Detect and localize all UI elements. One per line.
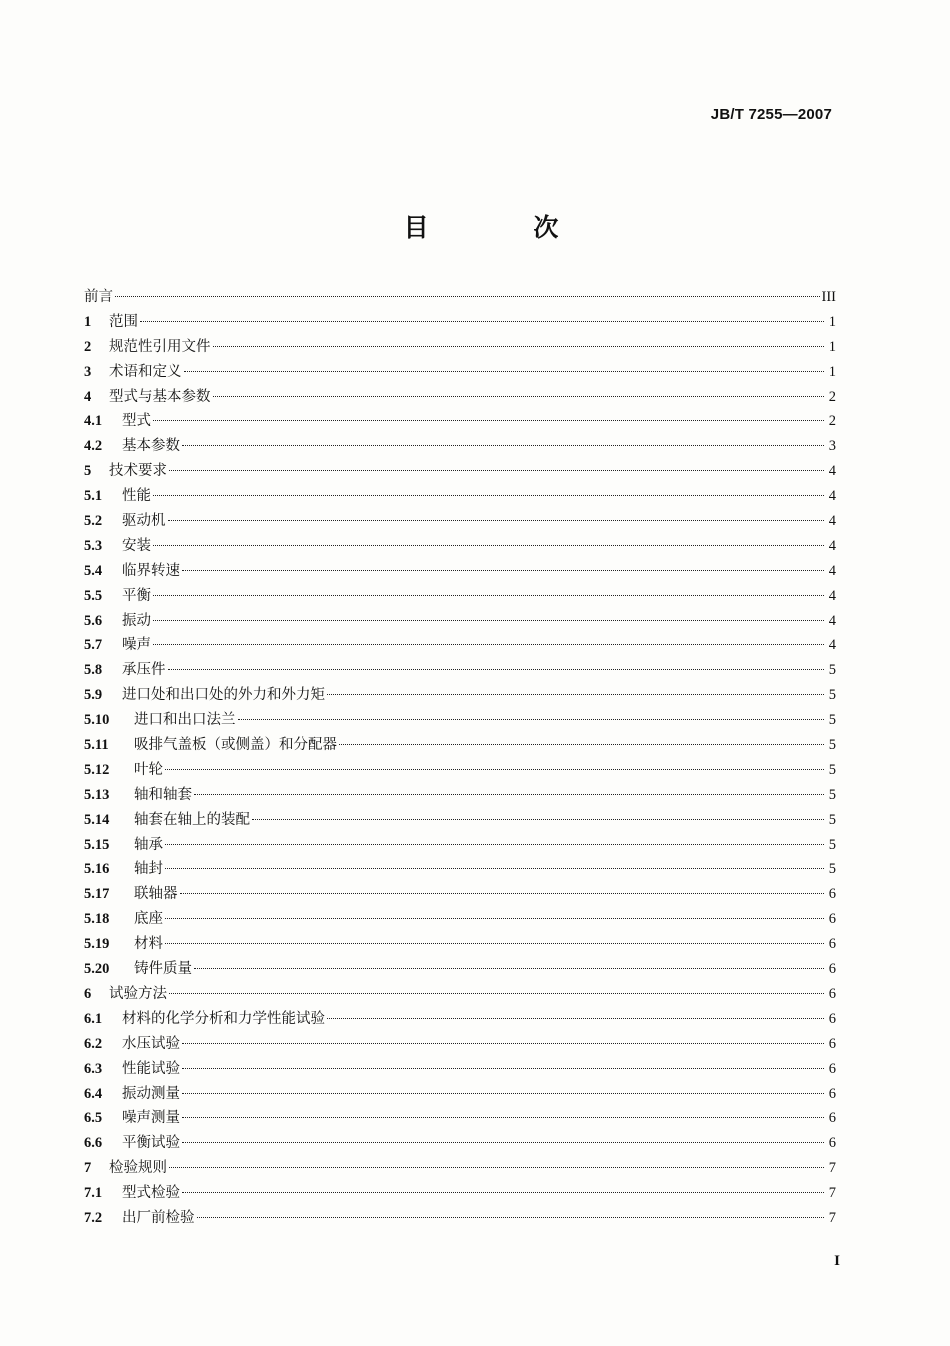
dot-leader (213, 396, 825, 397)
toc-entry-number: 6 (84, 985, 92, 1002)
toc-entry-page: 7 (828, 1209, 836, 1226)
toc-entry[interactable] (84, 385, 836, 410)
toc-entry[interactable] (84, 957, 836, 982)
toc-entry-number: 6.5 (84, 1110, 103, 1127)
dot-leader (169, 470, 824, 471)
toc-entry-page: 1 (828, 313, 836, 330)
toc-entry[interactable] (84, 360, 836, 385)
toc-entry-page: 6 (828, 1110, 836, 1127)
toc-entry-page: 5 (828, 761, 836, 778)
dot-leader (184, 371, 825, 372)
page-number: I (834, 1253, 840, 1269)
toc-entry-page: 4 (828, 612, 836, 629)
toc-entry-number: 5.12 (84, 761, 110, 778)
toc-entry-number: 4.1 (84, 413, 103, 430)
toc-entry-number: 6.4 (84, 1085, 103, 1102)
toc-entry-number: 1 (84, 313, 92, 330)
toc-entry[interactable] (84, 584, 836, 609)
toc-entry-number: 5 (84, 463, 92, 480)
toc-entry[interactable] (84, 1156, 836, 1181)
toc-entry-number: 5.19 (84, 936, 110, 953)
toc-entry-title: 噪声测量 (122, 1110, 180, 1127)
toc-entry-page: 6 (828, 1060, 836, 1077)
dot-leader (165, 918, 824, 919)
toc-entry[interactable] (84, 1206, 836, 1231)
toc-entry-number: 5.2 (84, 513, 103, 530)
toc-entry-page: 1 (828, 363, 836, 380)
toc-entry-number: 3 (84, 363, 92, 380)
toc-entry[interactable] (84, 1106, 836, 1131)
dot-leader (327, 1018, 824, 1019)
dot-leader (153, 545, 824, 546)
toc-entry-page: 5 (828, 737, 836, 754)
toc-entry-number: 5.6 (84, 612, 103, 629)
toc-entry-title: 铸件质量 (134, 961, 192, 978)
toc-entry-number: 6.3 (84, 1060, 103, 1077)
toc-entry-title: 振动 (122, 612, 151, 629)
dot-leader (182, 445, 824, 446)
toc-entry-page: 5 (828, 861, 836, 878)
toc-entry-page: 6 (828, 1035, 836, 1052)
dot-leader (153, 595, 824, 596)
toc-entry-title: 性能试验 (122, 1060, 180, 1077)
toc-entry-title: 联轴器 (134, 886, 178, 903)
dot-leader (165, 943, 824, 944)
toc-entry-title: 性能 (122, 488, 151, 505)
toc-entry-number: 6.2 (84, 1035, 103, 1052)
toc-entry-page: 7 (828, 1160, 836, 1177)
dot-leader (153, 495, 824, 496)
toc-entry[interactable] (84, 808, 836, 833)
toc-entry-title: 范围 (109, 313, 138, 330)
toc-entry-page: 4 (828, 637, 836, 654)
toc-entry-number: 5.8 (84, 662, 103, 679)
toc-entry-number: 5.13 (84, 786, 110, 803)
toc-entry[interactable] (84, 609, 836, 634)
toc-entry[interactable] (84, 310, 836, 335)
toc-entry-title: 检验规则 (109, 1160, 167, 1177)
toc-entry-number: 5.3 (84, 537, 103, 554)
toc-entry-title: 术语和定义 (109, 363, 182, 380)
toc-entry-number: 5.18 (84, 911, 110, 928)
toc-entry-number: 5.4 (84, 562, 103, 579)
toc-entry-page: 6 (828, 911, 836, 928)
toc-entry-number: 5.1 (84, 488, 103, 505)
dot-leader (182, 1117, 824, 1118)
toc-entry[interactable] (84, 1181, 836, 1206)
toc-entry[interactable] (84, 907, 836, 932)
dot-leader (165, 844, 824, 845)
dot-leader (194, 968, 824, 969)
dot-leader (153, 420, 824, 421)
dot-leader (153, 644, 824, 645)
toc-entry-title: 型式检验 (122, 1185, 180, 1202)
toc-entry-title: 试验方法 (109, 985, 167, 1002)
toc-entry[interactable] (84, 459, 836, 484)
toc-entry-number: 5.9 (84, 687, 103, 704)
dot-leader (213, 346, 825, 347)
toc-entry-title: 前言 (84, 289, 113, 305)
toc-entry-page: 4 (828, 537, 836, 554)
toc-entry[interactable] (84, 683, 836, 708)
toc-entry-number: 5.15 (84, 836, 110, 853)
toc-entry[interactable] (84, 409, 836, 434)
toc-entry-title: 轴和轴套 (134, 786, 192, 803)
dot-leader (182, 1043, 824, 1044)
toc-entry-title: 进口处和出口处的外力和外力矩 (122, 687, 325, 704)
toc-entry-page: 4 (828, 562, 836, 579)
toc-entry-page: 5 (828, 811, 836, 828)
toc-entry-title: 平衡 (122, 587, 151, 604)
dot-leader (180, 893, 825, 894)
dot-leader (182, 1142, 824, 1143)
dot-leader (169, 1167, 824, 1168)
toc-entry-page: 5 (828, 687, 836, 704)
toc-entry[interactable] (84, 857, 836, 882)
toc-heading: 目 次 (403, 213, 607, 242)
document-code: JB/T 7255—2007 (710, 106, 832, 123)
dot-leader (165, 868, 824, 869)
toc-entry-title: 材料 (134, 936, 163, 953)
dot-leader (252, 819, 824, 820)
toc-entry[interactable] (84, 285, 836, 310)
toc-entry-number: 5.10 (84, 712, 110, 729)
toc-entry[interactable] (84, 882, 836, 907)
dot-leader (165, 769, 824, 770)
toc-entry-page: 5 (828, 836, 836, 853)
toc-entry-title: 叶轮 (134, 761, 163, 778)
toc-entry-page: 4 (828, 463, 836, 480)
toc-entry-number: 4 (84, 388, 92, 405)
table-of-contents (84, 285, 836, 1231)
toc-entry-page: 2 (828, 413, 836, 430)
toc-entry-title: 承压件 (122, 662, 166, 679)
dot-leader (182, 1192, 824, 1193)
toc-entry-page: 6 (828, 1085, 836, 1102)
toc-entry-page: 6 (828, 985, 836, 1002)
toc-entry-page: 6 (828, 1010, 836, 1027)
toc-entry[interactable] (84, 633, 836, 658)
toc-entry-page: 5 (828, 712, 836, 729)
toc-entry-number: 5.20 (84, 961, 110, 978)
toc-entry-page: 4 (828, 587, 836, 604)
toc-entry-title: 进口和出口法兰 (134, 712, 236, 729)
dot-leader (182, 1068, 824, 1069)
toc-entry[interactable] (84, 1007, 836, 1032)
toc-entry-title: 临界转速 (122, 562, 180, 579)
toc-entry-number: 7 (84, 1160, 92, 1177)
dot-leader (169, 993, 824, 994)
toc-entry-number: 5.17 (84, 886, 110, 903)
toc-entry-number: 5.14 (84, 811, 110, 828)
dot-leader (197, 1217, 825, 1218)
toc-entry-number: 5.11 (84, 737, 109, 754)
toc-entry-title: 水压试验 (122, 1035, 180, 1052)
toc-entry-number: 7.1 (84, 1185, 103, 1202)
toc-entry-title: 平衡试验 (122, 1135, 180, 1152)
dot-leader (238, 719, 825, 720)
toc-entry-title: 振动测量 (122, 1085, 180, 1102)
toc-entry[interactable] (84, 509, 836, 534)
toc-entry[interactable] (84, 1032, 836, 1057)
toc-entry-title: 驱动机 (122, 513, 166, 530)
toc-entry-title: 安装 (122, 537, 151, 554)
toc-entry-number: 6.1 (84, 1010, 103, 1027)
toc-entry-page: 6 (828, 936, 836, 953)
toc-entry-title: 出厂前检验 (122, 1209, 195, 1226)
toc-entry-number: 5.16 (84, 861, 110, 878)
toc-entry-title: 轴承 (134, 836, 163, 853)
toc-entry-page: 4 (828, 488, 836, 505)
toc-entry-page: 7 (828, 1185, 836, 1202)
toc-entry[interactable] (84, 1082, 836, 1107)
dot-leader (327, 694, 824, 695)
toc-entry-number: 7.2 (84, 1209, 103, 1226)
toc-entry-title: 型式 (122, 413, 151, 430)
toc-entry-title: 型式与基本参数 (109, 388, 211, 405)
dot-leader (182, 1093, 824, 1094)
toc-entry[interactable] (84, 658, 836, 683)
toc-entry-number: 5.7 (84, 637, 103, 654)
dot-leader (339, 744, 824, 745)
toc-entry-page: 2 (828, 388, 836, 405)
dot-leader (115, 296, 820, 297)
toc-entry-number: 2 (84, 338, 92, 355)
toc-entry-page: 6 (828, 1135, 836, 1152)
dot-leader (168, 669, 825, 670)
toc-entry-page: 3 (828, 438, 836, 455)
toc-entry-title: 轴套在轴上的装配 (134, 811, 250, 828)
toc-entry[interactable] (84, 534, 836, 559)
toc-entry-title: 噪声 (122, 637, 151, 654)
toc-entry-title: 规范性引用文件 (109, 338, 211, 355)
dot-leader (140, 321, 824, 322)
toc-entry-page: 6 (828, 886, 836, 903)
toc-entry[interactable] (84, 484, 836, 509)
toc-entry-title: 吸排气盖板（或侧盖）和分配器 (134, 737, 337, 754)
toc-entry[interactable] (84, 733, 836, 758)
toc-entry[interactable] (84, 335, 836, 360)
toc-entry[interactable] (84, 1131, 836, 1156)
toc-entry-title: 轴封 (134, 861, 163, 878)
toc-entry-number: 4.2 (84, 438, 103, 455)
toc-entry[interactable] (84, 559, 836, 584)
toc-entry-title: 材料的化学分析和力学性能试验 (122, 1010, 325, 1027)
toc-entry[interactable] (84, 1057, 836, 1082)
toc-entry[interactable] (84, 932, 836, 957)
toc-entry-page: 4 (828, 513, 836, 530)
dot-leader (168, 520, 825, 521)
dot-leader (194, 794, 824, 795)
toc-entry-page: 6 (828, 961, 836, 978)
toc-entry-title: 底座 (134, 911, 163, 928)
dot-leader (153, 620, 824, 621)
toc-entry-page: 5 (828, 662, 836, 679)
toc-entry[interactable] (84, 982, 836, 1007)
toc-entry-page: III (821, 289, 836, 305)
toc-entry[interactable] (84, 434, 836, 459)
toc-entry-number: 6.6 (84, 1135, 103, 1152)
toc-entry[interactable] (84, 783, 836, 808)
toc-entry[interactable] (84, 758, 836, 783)
toc-entry-page: 5 (828, 786, 836, 803)
toc-entry[interactable] (84, 833, 836, 858)
toc-entry-title: 技术要求 (109, 463, 167, 480)
toc-entry-page: 1 (828, 338, 836, 355)
toc-entry[interactable] (84, 708, 836, 733)
dot-leader (182, 570, 824, 571)
toc-entry-title: 基本参数 (122, 438, 180, 455)
toc-entry-number: 5.5 (84, 587, 103, 604)
